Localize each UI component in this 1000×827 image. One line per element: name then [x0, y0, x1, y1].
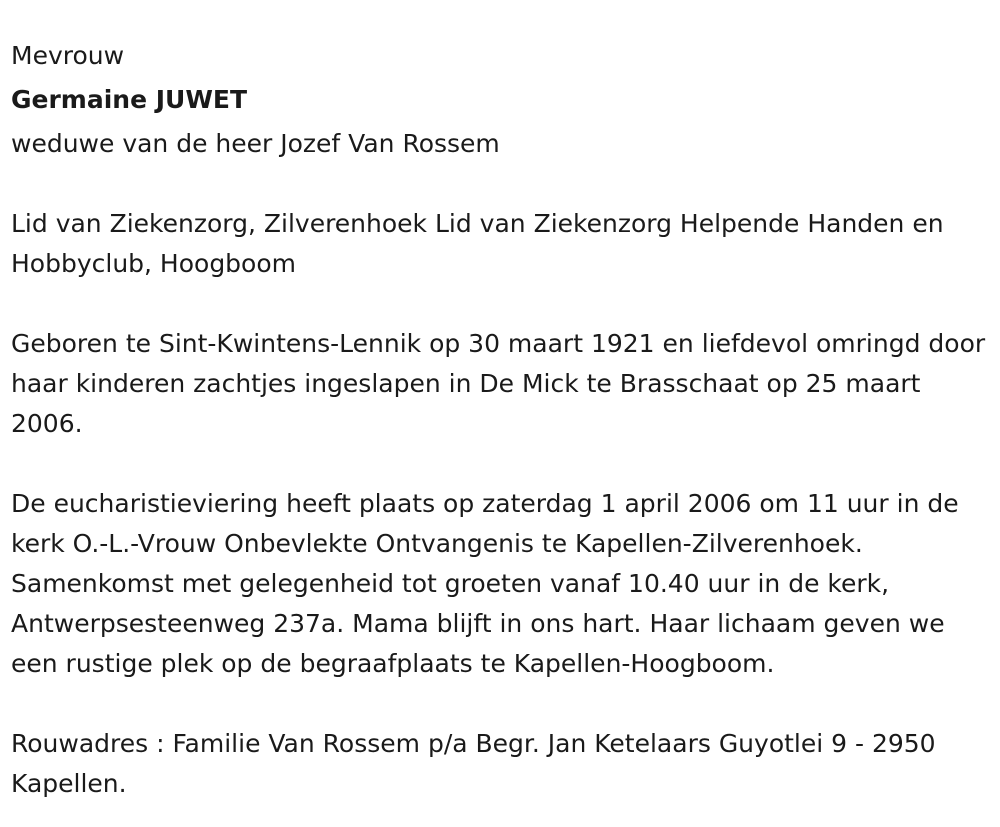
- memberships-text: Lid van Ziekenzorg, Zilverenhoek Lid van Ziekenzorg Helpende Handen en Hobbyclub, Hoogboom: [11, 209, 944, 278]
- spacer: [11, 444, 986, 484]
- spacer: [11, 684, 986, 724]
- spacer: [11, 164, 986, 204]
- birth-death-text: Geboren te Sint-Kwintens-Lennik op 30 maart 1921 en liefdevol omringd door haar kinderen zachtjes ingeslapen in De Mick te Brasschaat op 25 maart 2006.: [11, 329, 986, 438]
- death-notice: [11, 36, 986, 804]
- ceremony-text: De eucharistieviering heeft plaats op zaterdag 1 april 2006 om 11 uur in de kerk O.-L.-Vrouw Onbevlekte Ontvangenis te Kapellen-Zilverenhoek. Samenkomst met gelegenheid tot groeten vanaf 10.40 uur in de kerk, Antwerpsesteenweg 237a. Mama blijft in ons hart. Haar lichaam geven we een rustige plek op de begraafplaats te Kapellen-Hoogboom.: [11, 489, 959, 678]
- relation-text: weduwe van de heer Jozef Van Rossem: [11, 129, 500, 158]
- deceased-name: Germaine JUWET: [11, 85, 248, 114]
- spacer: [11, 284, 986, 324]
- address-text: Rouwadres : Familie Van Rossem p/a Begr. Jan Ketelaars Guyotlei 9 - 2950 Kapellen.: [11, 729, 936, 798]
- salutation: Mevrouw: [11, 41, 125, 70]
